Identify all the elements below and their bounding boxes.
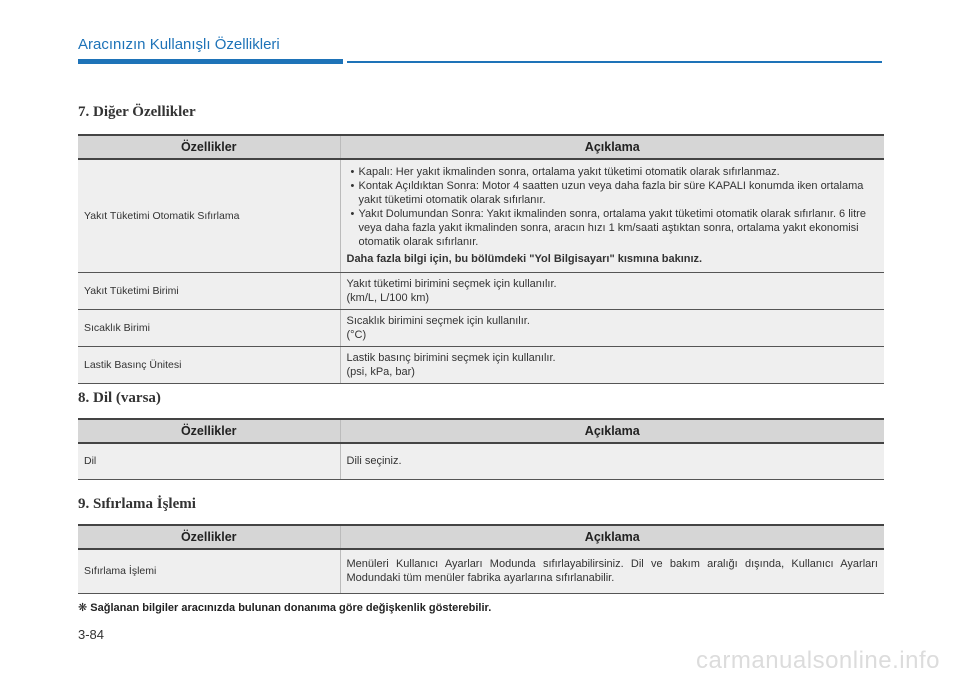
footnote: ❋ Sağlanan bilgiler aracınızda bulunan donanıma göre değişkenlik gösterebilir.: [78, 602, 492, 614]
table-row: [78, 549, 884, 593]
chapter-title: Aracınızın Kullanışlı Özellikleri: [78, 36, 280, 53]
table-row: [78, 159, 884, 273]
description-units: (km/L, L/100 km): [346, 292, 430, 304]
description-bullets: [347, 165, 879, 249]
description-line: Yakıt tüketimi birimini seçmek için kullanılır.: [346, 278, 557, 290]
bullet-item: • Kapalı: Her yakıt ikmalinden sonra, ortalama yakıt tüketimi otomatik olarak sıfırlanmaz.: [347, 165, 879, 179]
feature-name: Dil: [78, 443, 340, 479]
feature-name: Yakıt Tüketimi Otomatik Sıfırlama: [78, 159, 340, 273]
feature-description: [340, 273, 884, 310]
section-title-other-features: 7. Diğer Özellikler: [78, 104, 196, 120]
description-units: (°C): [346, 329, 367, 341]
feature-description: [340, 310, 884, 347]
feature-name: Sıfırlama İşlemi: [78, 549, 340, 593]
description-units: (psi, kPa, bar): [346, 366, 415, 378]
feature-name: Yakıt Tüketimi Birimi: [78, 273, 340, 310]
column-header-description: Açıklama: [340, 419, 884, 443]
column-header-feature: Özellikler: [78, 419, 340, 443]
feature-description: Menüleri Kullanıcı Ayarları Modunda sıfırlayabilirsiniz. Dil ve bakım aralığı dışında, Kullanıcı Ayarları Modundaki tüm menüler fabrika ayarlarına sıfırlanabilir.: [340, 549, 884, 593]
table-row: [78, 347, 884, 384]
table-row: [78, 310, 884, 347]
feature-description: [340, 347, 884, 384]
description-line: Lastik basınç birimini seçmek için kullanılır.: [346, 352, 556, 364]
bullet-item: • Yakıt Dolumundan Sonra: Yakıt ikmalinden sonra, ortalama yakıt tüketimi otomatik olarak sıfırlanır. 6 litre veya daha fazla yakıt ikmalinden sonra, aracın hızı 1 km/saati aştıktan sonra, ortalama yakıt ekonomisi otomatik olarak sıfırlanır.: [347, 207, 879, 249]
table-row: [78, 273, 884, 310]
feature-description: [340, 159, 884, 273]
other-features-table: [78, 134, 884, 384]
section-title-language: 8. Dil (varsa): [78, 390, 161, 406]
feature-name: Sıcaklık Birimi: [78, 310, 340, 347]
header-accent-bar: [78, 59, 343, 64]
feature-description: Dili seçiniz.: [340, 443, 884, 479]
column-header-feature: Özellikler: [78, 135, 340, 159]
column-header-description: Açıklama: [340, 135, 884, 159]
table-header-row: [78, 135, 884, 159]
language-table: [78, 418, 884, 480]
table-header-row: [78, 419, 884, 443]
table-row: [78, 443, 884, 479]
watermark: carmanualsonline.info: [696, 647, 940, 674]
page-number: 3-84: [78, 627, 105, 642]
column-header-description: Açıklama: [340, 525, 884, 549]
bullet-item: • Kontak Açıldıktan Sonra: Motor 4 saatten uzun veya daha fazla bir süre KAPALI konumda iken ortalama yakıt tüketimi otomatik olarak sıfırlanır.: [347, 179, 879, 207]
column-header-feature: Özellikler: [78, 525, 340, 549]
feature-name: Lastik Basınç Ünitesi: [78, 347, 340, 384]
table-header-row: [78, 525, 884, 549]
header-rule: [347, 61, 882, 63]
see-also-note: Daha fazla bilgi için, bu bölümdeki "Yol Bilgisayarı" kısmına bakınız.: [346, 253, 703, 265]
section-title-reset: 9. Sıfırlama İşlemi: [78, 496, 196, 512]
description-line: Sıcaklık birimini seçmek için kullanılır.: [346, 315, 530, 327]
reset-table: [78, 524, 884, 594]
